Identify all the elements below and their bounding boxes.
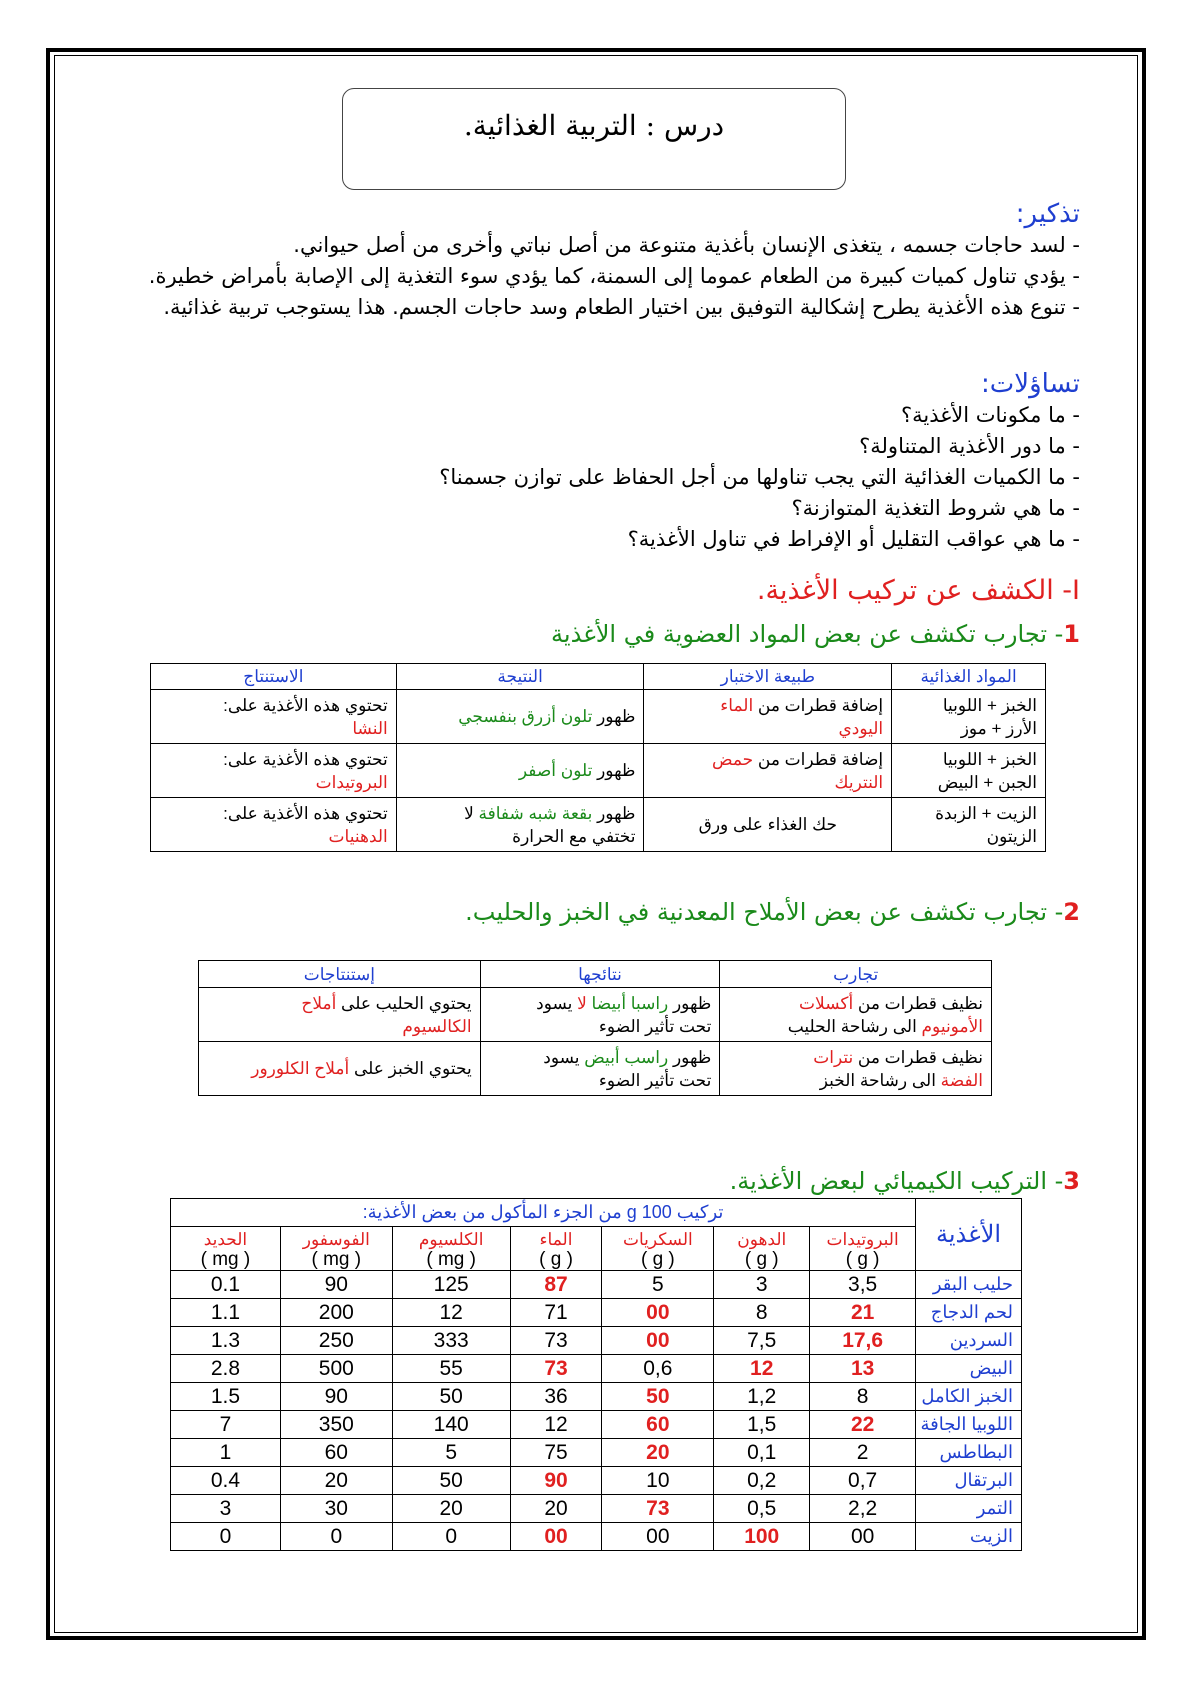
test-text: إضافة قطرات من [753, 695, 884, 715]
nutrient-header [810, 1227, 916, 1271]
table-row [151, 744, 1046, 798]
food-name: الزيت [916, 1523, 1022, 1551]
exp2-heading [110, 896, 1080, 928]
value-cell: 200 [280, 1299, 392, 1327]
table-row [199, 988, 992, 1042]
value-cell: 0,7 [810, 1467, 916, 1495]
value-cell: 1,2 [714, 1383, 810, 1411]
table-row [171, 1523, 1022, 1551]
nutrient-name: السكريات [622, 1230, 693, 1249]
value-cell: 90 [280, 1271, 392, 1299]
result-highlight: راسب أبيض [584, 1047, 669, 1067]
conclusion-highlight: الدهنيات [328, 826, 388, 846]
table-header: الاستنتاج [151, 664, 397, 690]
nutrient-header [602, 1227, 714, 1271]
value-cell: 0,2 [714, 1467, 810, 1495]
table-header: إستنتاجات [199, 961, 481, 988]
value-cell: 00 [602, 1523, 714, 1551]
exp1-number: 1 [1063, 620, 1080, 648]
value-cell: 0 [280, 1523, 392, 1551]
food-name: البطاطس [916, 1439, 1022, 1467]
nutrient-name: البروتيدات [826, 1230, 899, 1249]
value-cell: 5 [602, 1271, 714, 1299]
test-text: الى رشاحة الحليب [787, 1016, 922, 1036]
food-cell: الأرز + موز [960, 718, 1037, 738]
exp1-heading [110, 618, 1080, 650]
table-row [171, 1355, 1022, 1383]
value-cell: 30 [280, 1495, 392, 1523]
nutrient-name: الكلسيوم [418, 1230, 484, 1249]
conclusion-highlight: أملاح [301, 993, 337, 1013]
value-cell: 90 [280, 1383, 392, 1411]
value-cell: 50 [392, 1467, 510, 1495]
value-cell: 1.5 [171, 1383, 281, 1411]
table-row [171, 1495, 1022, 1523]
questions-section [110, 368, 1080, 555]
table-caption: تركيب 100 g من الجزء المأكول من بعض الأغذية: [171, 1199, 916, 1227]
value-cell: 3 [714, 1271, 810, 1299]
table-header: المواد الغذائية [892, 664, 1046, 690]
conclusion-highlight: أملاح الكلورور [251, 1059, 350, 1078]
value-cell: 50 [602, 1383, 714, 1411]
result-text: تختفي مع الحرارة [512, 826, 636, 846]
value-cell: 3,5 [810, 1271, 916, 1299]
table-row [199, 1042, 992, 1096]
value-cell: 100 [714, 1523, 810, 1551]
result-text: ظهور [668, 1047, 712, 1067]
value-cell: 73 [602, 1495, 714, 1523]
value-cell: 60 [280, 1439, 392, 1467]
exp3-heading [110, 1165, 1080, 1197]
table-row [171, 1327, 1022, 1355]
table-row [151, 690, 1046, 744]
test-reagent: الأمونيوم [921, 1016, 983, 1036]
value-cell: 36 [510, 1383, 602, 1411]
value-cell: 12 [510, 1411, 602, 1439]
reminder-section [110, 198, 1080, 323]
question-line: - ما دور الأغذية المتناولة؟ [859, 434, 1080, 458]
question-line: - ما هي شروط التغذية المتوازنة؟ [791, 496, 1080, 520]
nutrient-name: الفوسفور [302, 1230, 370, 1249]
food-column-header: الأغذية [916, 1199, 1022, 1271]
value-cell: 0,1 [714, 1439, 810, 1467]
value-cell: 0.4 [171, 1467, 281, 1495]
value-cell: 250 [280, 1327, 392, 1355]
result-highlight: تلون أصفر [518, 761, 593, 780]
value-cell: 8 [714, 1299, 810, 1327]
value-cell: 1.3 [171, 1327, 281, 1355]
table-row [171, 1411, 1022, 1439]
value-cell: 7,5 [714, 1327, 810, 1355]
food-name: لحم الدجاج [916, 1299, 1022, 1327]
reminder-line: - يؤدي تناول كميات كبيرة من الطعام عموما إلى السمنة، كما يؤدي سوء التغذية إلى الإصابة بأمراض خطيرة. [148, 264, 1080, 288]
value-cell: 0,5 [714, 1495, 810, 1523]
value-cell: 20 [280, 1467, 392, 1495]
nutrient-header [171, 1227, 281, 1271]
nutrient-unit: ( g ) [640, 1249, 675, 1270]
conclusion-text: يحتوي الخبز على [349, 1059, 472, 1078]
value-cell: 73 [510, 1355, 602, 1383]
value-cell: 0 [171, 1523, 281, 1551]
nutrient-unit: ( mg ) [311, 1249, 362, 1270]
value-cell: 350 [280, 1411, 392, 1439]
value-cell: 75 [510, 1439, 602, 1467]
nutrient-unit: ( mg ) [426, 1249, 476, 1270]
food-name: التمر [916, 1495, 1022, 1523]
question-line: - ما هي عواقب التقليل أو الإفراط في تناول الأغذية؟ [627, 527, 1080, 551]
food-name: اللوبيا الجافة [916, 1411, 1022, 1439]
value-cell: 3 [171, 1495, 281, 1523]
nutrient-unit: ( mg ) [200, 1249, 251, 1270]
test-reagent: الفضة [940, 1070, 983, 1090]
nutrient-header [510, 1227, 602, 1271]
exp2-title: - تجارب تكشف عن بعض الأملاح المعدنية في الخبز والحليب. [465, 898, 1064, 926]
value-cell: 12 [714, 1355, 810, 1383]
value-cell: 00 [510, 1523, 602, 1551]
value-cell: 0,6 [602, 1355, 714, 1383]
nutrient-header [280, 1227, 392, 1271]
table-header: طبيعة الاختبار [644, 664, 892, 690]
result-highlight: راسبا أبيضا [591, 993, 669, 1013]
value-cell: 0.1 [171, 1271, 281, 1299]
exp2-number: 2 [1063, 898, 1080, 926]
food-name: البرتقال [916, 1467, 1022, 1495]
value-cell: 22 [810, 1411, 916, 1439]
table-row [171, 1271, 1022, 1299]
conclusion-text: تحتوي هذه الأغذية على: [223, 749, 388, 769]
result-text: ظهور [668, 993, 712, 1013]
table-row [171, 1467, 1022, 1495]
reminder-line: - لسد حاجات جسمه ، يتغذى الإنسان بأغذية متنوعة من أصل نباتي وأخرى من أصل حيواني. [293, 233, 1080, 257]
value-cell: 17,6 [810, 1327, 916, 1355]
result-highlight: لا [577, 993, 592, 1013]
value-cell: 7 [171, 1411, 281, 1439]
nutrient-header [714, 1227, 810, 1271]
table-header: نتائجها [480, 961, 720, 988]
result-text: تحت تأثير الضوء [598, 1016, 712, 1036]
table-row [151, 798, 1046, 852]
food-cell: الجبن + البيض [937, 772, 1037, 792]
exp1-title: - تجارب تكشف عن بعض المواد العضوية في الأغذية [551, 620, 1064, 648]
nutrient-unit: ( g ) [744, 1249, 779, 1270]
reminder-heading: تذكير: [1015, 199, 1080, 229]
result-text: ظهور [592, 761, 636, 780]
question-line: - ما الكميات الغذائية التي يجب تناولها من أجل الحفاظ على توازن جسمنا؟ [439, 465, 1080, 489]
value-cell: 87 [510, 1271, 602, 1299]
result-text: لا [464, 803, 479, 823]
conclusion-highlight: النشا [352, 718, 388, 738]
value-cell: 8 [810, 1383, 916, 1411]
value-cell: 140 [392, 1411, 510, 1439]
value-cell: 0 [392, 1523, 510, 1551]
table-row [171, 1383, 1022, 1411]
table-header: النتيجة [396, 664, 644, 690]
result-text: يسود [536, 993, 578, 1013]
value-cell: 90 [510, 1467, 602, 1495]
test-text: نظيف قطرات من [853, 993, 983, 1013]
food-name: حليب البقر [916, 1271, 1022, 1299]
test-reagent: نترات [813, 1047, 854, 1067]
value-cell: 20 [510, 1495, 602, 1523]
nutrient-name: الحديد [203, 1230, 248, 1249]
test-reagent: اليودي [838, 718, 884, 738]
conclusion-highlight: الكالسيوم [402, 1016, 472, 1036]
value-cell: 1,5 [714, 1411, 810, 1439]
food-name: السردين [916, 1327, 1022, 1355]
result-text: يسود [543, 1047, 585, 1067]
test-reagent: أكسلات [799, 993, 854, 1013]
test-text: إضافة قطرات من [753, 749, 884, 769]
lesson-title-box [342, 88, 846, 190]
result-text: تحت تأثير الضوء [598, 1070, 712, 1090]
conclusion-text: تحتوي هذه الأغذية على: [223, 695, 388, 715]
exp3-number: 3 [1063, 1167, 1080, 1195]
result-highlight: بقعة شبه شفافة [478, 803, 593, 823]
nutrient-unit: ( g ) [845, 1249, 880, 1270]
value-cell: 125 [392, 1271, 510, 1299]
test-reagent: الماء [720, 695, 754, 715]
result-text: ظهور [592, 803, 636, 823]
exp3-title: - التركيب الكيميائي لبعض الأغذية. [729, 1167, 1064, 1195]
value-cell: 50 [392, 1383, 510, 1411]
table-row [171, 1299, 1022, 1327]
value-cell: 5 [392, 1439, 510, 1467]
food-cell: الزيت + الزبدة [935, 803, 1037, 823]
value-cell: 20 [392, 1495, 510, 1523]
value-cell: 55 [392, 1355, 510, 1383]
test-text: حك الغذاء على ورق [698, 815, 837, 834]
test-reagent: حمض [712, 749, 754, 769]
value-cell: 1.1 [171, 1299, 281, 1327]
food-cell: الخبز + اللوبيا [942, 749, 1037, 769]
nutrient-name: الدهون [737, 1230, 787, 1249]
question-line: - ما مكونات الأغذية؟ [900, 403, 1080, 427]
test-reagent: النتريك [834, 772, 884, 792]
value-cell: 71 [510, 1299, 602, 1327]
value-cell: 00 [602, 1299, 714, 1327]
value-cell: 12 [392, 1299, 510, 1327]
result-text: ظهور [592, 707, 636, 726]
value-cell: 2,2 [810, 1495, 916, 1523]
value-cell: 00 [602, 1327, 714, 1355]
reminder-line: - تنوع هذه الأغذية يطرح إشكالية التوفيق بين اختيار الطعام وسد حاجات الجسم. هذا يستوجب تربية غذائية. [163, 295, 1080, 319]
food-cell: الخبز + اللوبيا [942, 695, 1037, 715]
value-cell: 21 [810, 1299, 916, 1327]
table-row [171, 1439, 1022, 1467]
value-cell: 20 [602, 1439, 714, 1467]
value-cell: 500 [280, 1355, 392, 1383]
value-cell: 13 [810, 1355, 916, 1383]
food-name: الخبز الكامل [916, 1383, 1022, 1411]
test-text: الى رشاحة الخبز [819, 1070, 941, 1090]
food-cell: الزيتون [986, 826, 1037, 846]
value-cell: 73 [510, 1327, 602, 1355]
composition-table [170, 1198, 1022, 1551]
table-header: تجارب [720, 961, 992, 988]
section1-heading: I- الكشف عن تركيب الأغذية. [756, 575, 1080, 606]
value-cell: 1 [171, 1439, 281, 1467]
value-cell: 60 [602, 1411, 714, 1439]
nutrient-name: الماء [539, 1230, 573, 1249]
result-highlight: تلون أزرق بنفسجي [458, 707, 593, 726]
nutrient-unit: ( g ) [539, 1249, 573, 1270]
conclusion-highlight: البروتيدات [315, 772, 388, 792]
food-name: البيض [916, 1355, 1022, 1383]
value-cell: 2.8 [171, 1355, 281, 1383]
value-cell: 10 [602, 1467, 714, 1495]
minerals-tests-table [198, 960, 992, 1096]
value-cell: 00 [810, 1523, 916, 1551]
value-cell: 333 [392, 1327, 510, 1355]
lesson-title: درس : التربية الغذائية. [463, 109, 725, 142]
value-cell: 2 [810, 1439, 916, 1467]
organic-tests-table [150, 663, 1046, 852]
conclusion-text: تحتوي هذه الأغذية على: [223, 803, 388, 823]
questions-heading: تساؤلات: [981, 369, 1080, 399]
conclusion-text: يحتوي الحليب على [336, 993, 472, 1013]
test-text: نظيف قطرات من [853, 1047, 983, 1067]
nutrient-header [392, 1227, 510, 1271]
